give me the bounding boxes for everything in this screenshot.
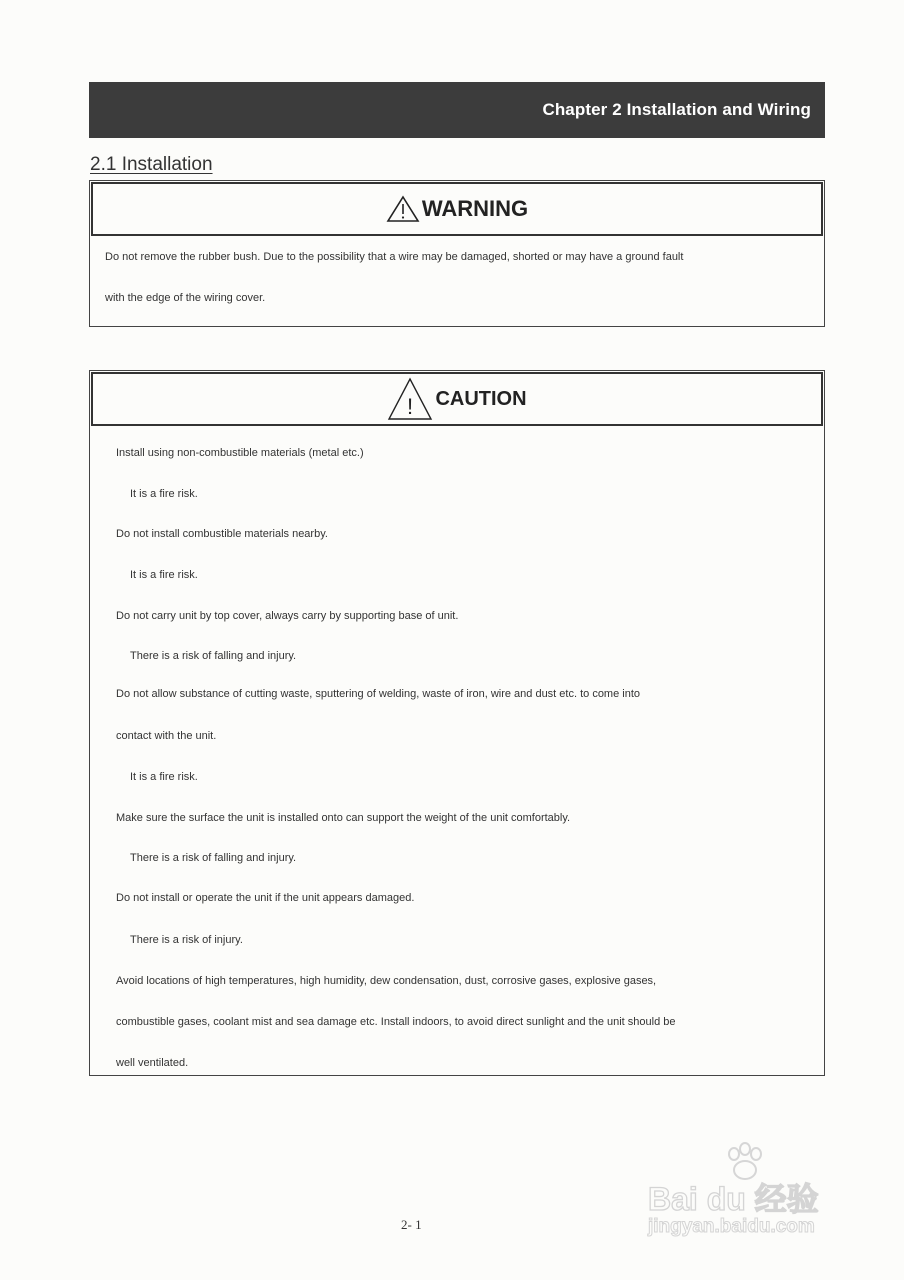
- warning-label: WARNING: [421, 196, 529, 221]
- section-title: 2.1 Installation: [90, 154, 213, 175]
- baidu-watermark: [648, 1142, 858, 1242]
- caution-triangle-icon: [387, 377, 433, 421]
- svg-text:!: !: [407, 394, 414, 419]
- warning-line: Do not remove the rubber bush. Due to the possibility that a wire may be damaged, shorted or may have a ground fault: [105, 251, 684, 263]
- caution-line: Do not install or operate the unit if the unit appears damaged.: [116, 892, 415, 904]
- caution-line: It is a fire risk.: [130, 488, 198, 500]
- chapter-title: Chapter 2 Installation and Wiring: [542, 100, 811, 119]
- caution-label: CAUTION: [435, 387, 527, 410]
- caution-line: Do not allow substance of cutting waste, sputtering of welding, waste of iron, wire and dust etc. to come into: [116, 688, 641, 700]
- caution-line: Do not carry unit by top cover, always carry by supporting base of unit.: [116, 610, 459, 622]
- caution-line: There is a risk of injury.: [130, 934, 243, 946]
- warning-triangle-icon: [386, 195, 420, 223]
- chapter-banner: [89, 82, 825, 138]
- caution-line: combustible gases, coolant mist and sea damage etc. Install indoors, to avoid direct sunlight and the unit should be: [116, 1016, 676, 1028]
- caution-header: [91, 372, 823, 426]
- warning-header: [91, 182, 823, 236]
- caution-line: Make sure the surface the unit is installed onto can support the weight of the unit comfortably.: [116, 812, 571, 824]
- caution-box: [89, 370, 825, 1076]
- warning-box: [89, 180, 825, 327]
- caution-line: There is a risk of falling and injury.: [130, 852, 297, 864]
- page-number: 2- 1: [401, 1217, 422, 1232]
- watermark-brand: Bai du 经验: [648, 1181, 819, 1217]
- caution-line: Install using non-combustible materials (metal etc.): [116, 447, 364, 459]
- caution-line: Avoid locations of high temperatures, high humidity, dew condensation, dust, corrosive gases, explosive gases,: [116, 975, 657, 987]
- warning-line: with the edge of the wiring cover.: [105, 292, 266, 304]
- watermark-url: jingyan.baidu.com: [648, 1216, 815, 1237]
- caution-line: It is a fire risk.: [130, 569, 198, 581]
- caution-line: Do not install combustible materials nearby.: [116, 528, 328, 540]
- caution-line: It is a fire risk.: [130, 771, 198, 783]
- caution-line: There is a risk of falling and injury.: [130, 650, 297, 662]
- caution-line: well ventilated.: [116, 1057, 189, 1069]
- caution-line: contact with the unit.: [116, 730, 217, 742]
